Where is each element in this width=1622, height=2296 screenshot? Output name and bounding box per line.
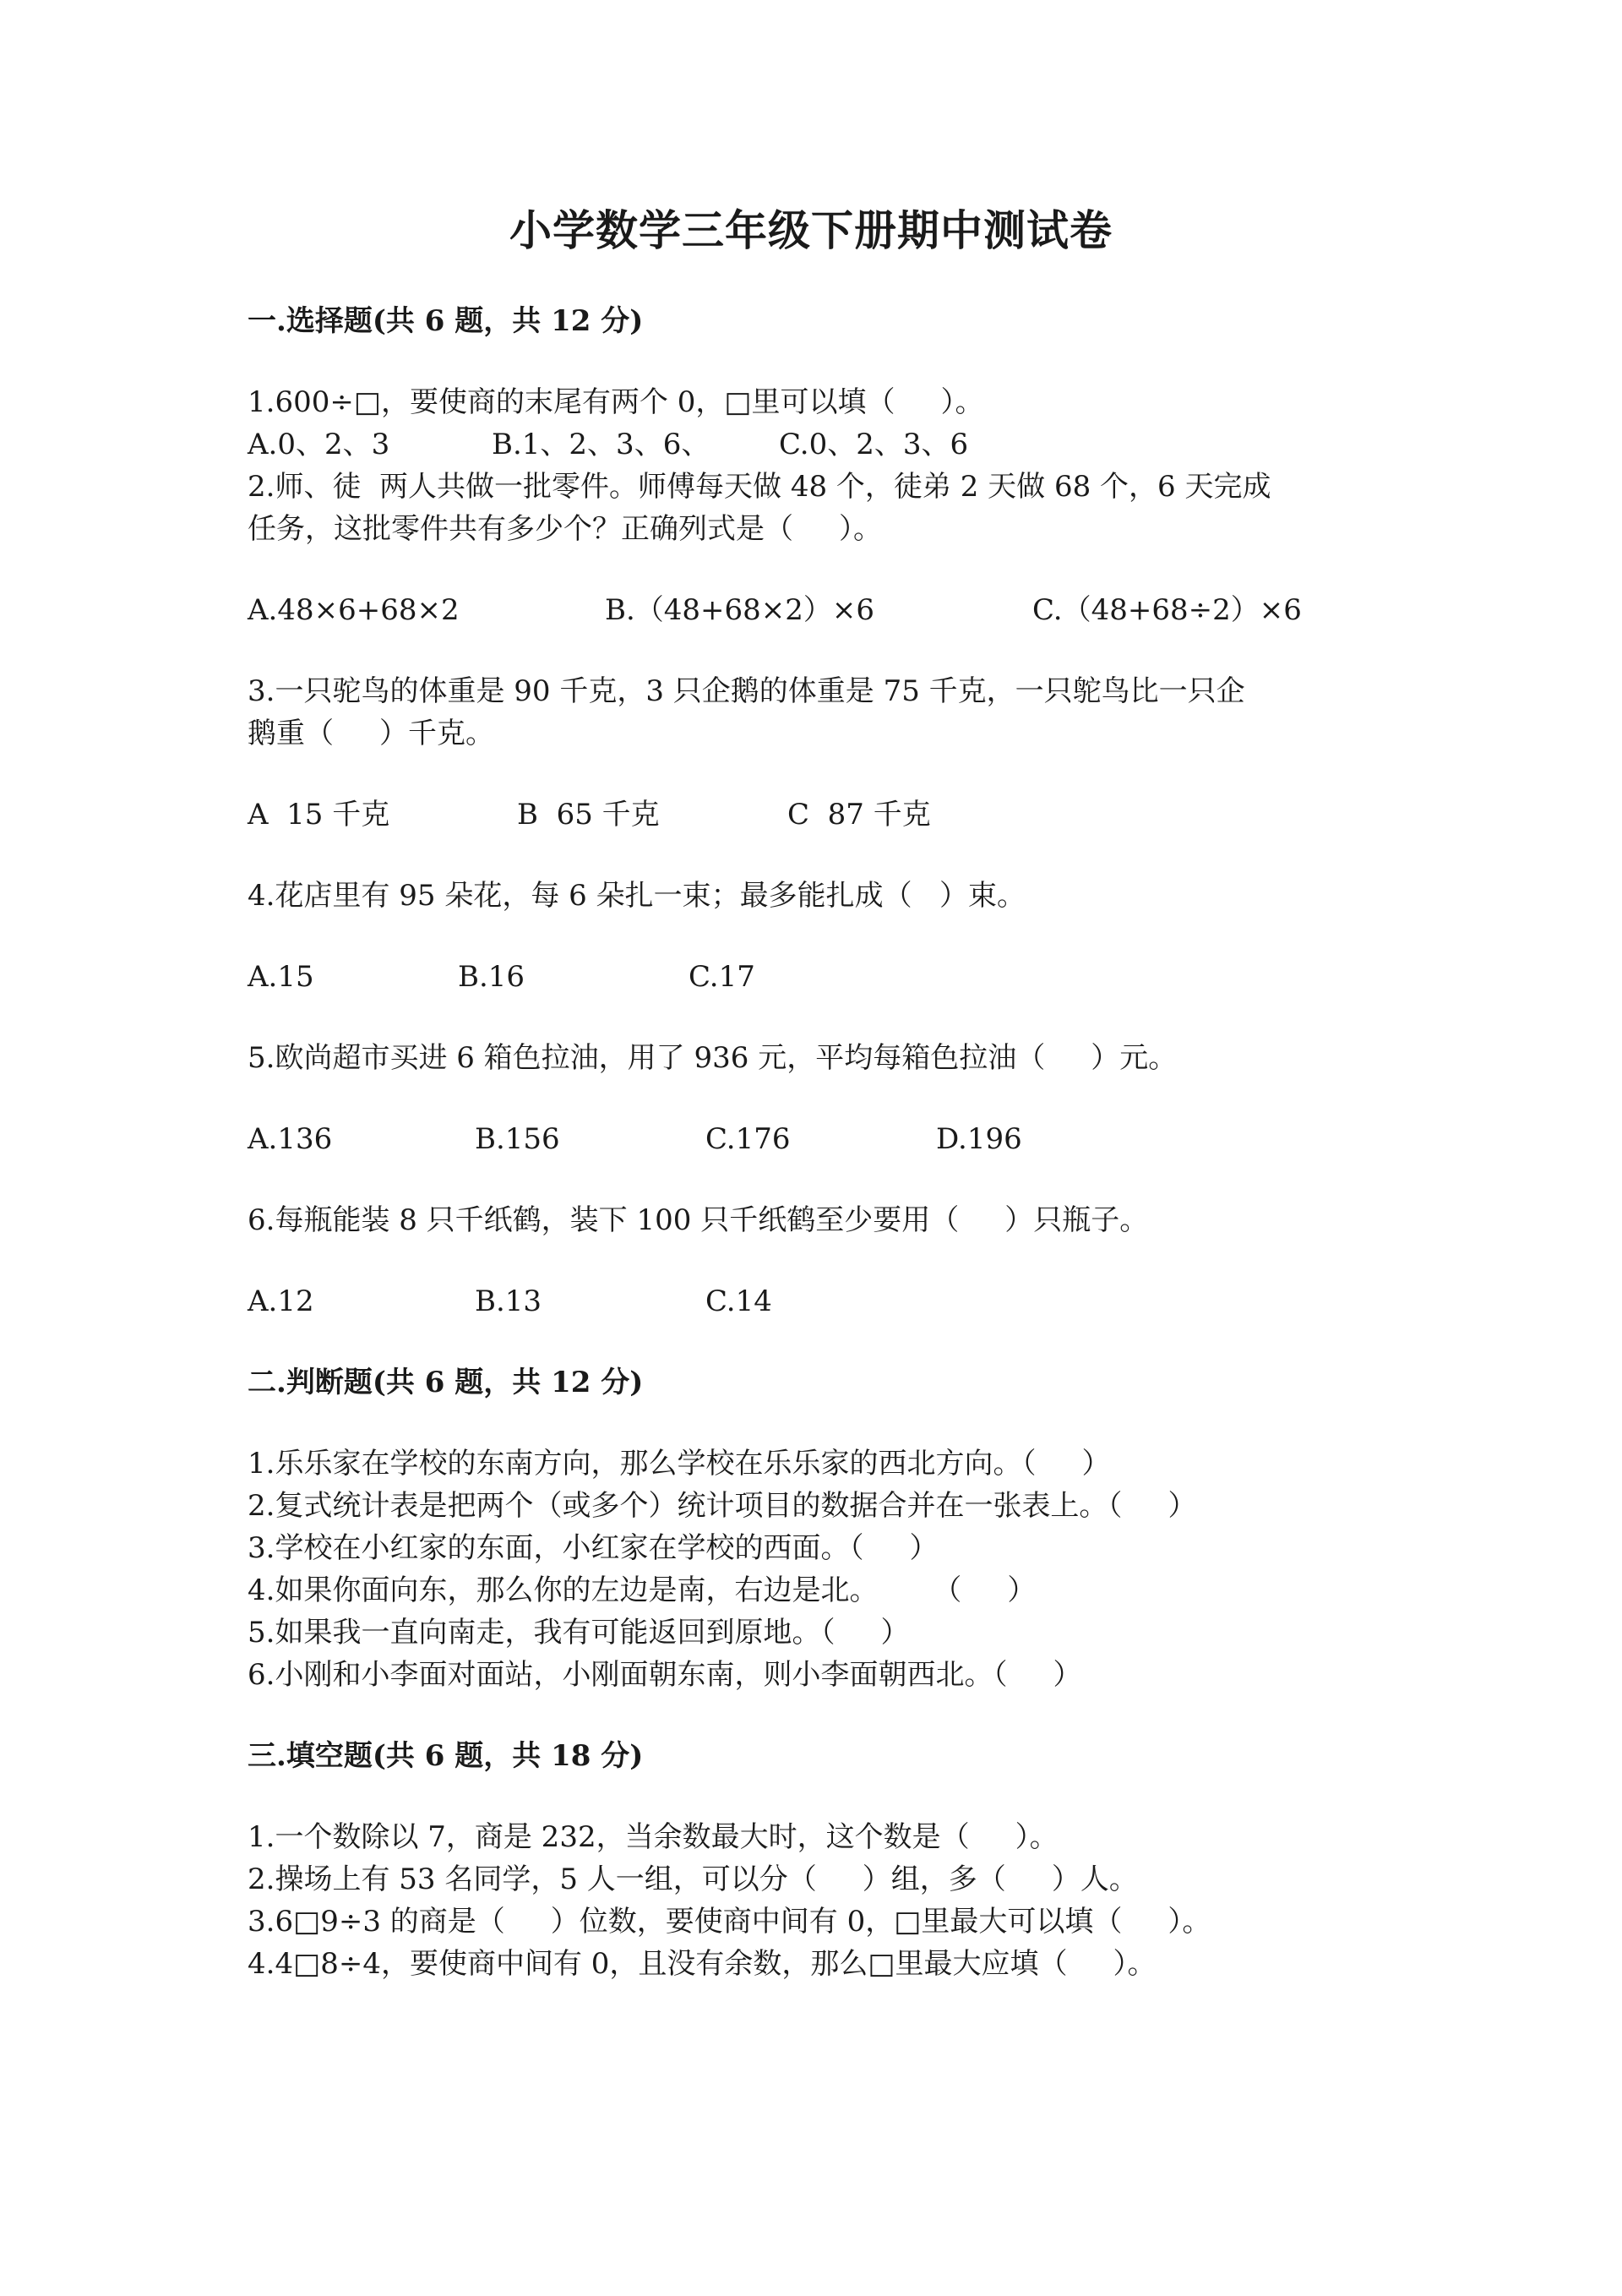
question-3-option-b: B 65 千克 xyxy=(517,798,660,832)
question-4-option-c: C.17 xyxy=(689,960,755,994)
judgement-item-5: 5.如果我一直向南走，我有可能返回到原地。（ ） xyxy=(248,1616,910,1650)
page-title: 小学数学三年级下册期中测试卷 xyxy=(509,205,1113,255)
judgement-item-2: 2.复式统计表是把两个（或多个）统计项目的数据合并在一张表上。（ ） xyxy=(248,1489,1197,1523)
question-3-option-c: C 87 千克 xyxy=(787,798,931,832)
judgement-item-3: 3.学校在小红家的东面，小红家在学校的西面。（ ） xyxy=(248,1531,939,1565)
question-5-option-b: B.156 xyxy=(475,1122,560,1156)
question-3-line-2: 鹅重（ ）千克。 xyxy=(248,717,495,750)
question-6-option-a: A.12 xyxy=(248,1284,314,1318)
question-1-option-c: C.0、2、3、6 xyxy=(779,428,969,461)
question-6-option-c: C.14 xyxy=(705,1284,772,1318)
question-3-line-1: 3.一只驼鸟的体重是 90 千克，3 只企鹅的体重是 75 千克，一只鸵鸟比一只企 xyxy=(248,674,1245,708)
question-5-option-a: A.136 xyxy=(248,1122,333,1156)
question-5-option-c: C.176 xyxy=(705,1122,791,1156)
question-2-line-1: 2.师、徒 两人共做一批零件。师傅每天做 48 个，徒弟 2 天做 68 个，6 天完成 xyxy=(248,470,1271,504)
fill-blank-item-4: 4.4□8÷4，要使商中间有 0，且没有余数，那么□里最大应填（ ）。 xyxy=(248,1947,1157,1981)
fill-blank-item-3: 3.6□9÷3 的商是（ ）位数，要使商中间有 0，□里最大可以填（ ）。 xyxy=(248,1905,1211,1939)
section-heading-judgement: 二.判断题(共 6 题，共 12 分) xyxy=(248,1366,644,1399)
question-5-text: 5.欧尚超市买进 6 箱色拉油，用了 936 元，平均每箱色拉油（ ）元。 xyxy=(248,1041,1178,1075)
question-3-option-a: A 15 千克 xyxy=(248,798,390,832)
question-6-option-b: B.13 xyxy=(475,1284,542,1318)
question-4-text: 4.花店里有 95 朵花，每 6 朵扎一束；最多能扎成（ ）束。 xyxy=(248,879,1026,913)
question-2-option-a: A.48×6+68×2 xyxy=(248,593,460,627)
judgement-item-4: 4.如果你面向东，那么你的左边是南，右边是北。 （ ） xyxy=(248,1573,1037,1607)
judgement-item-6: 6.小刚和小李面对面站，小刚面朝东南，则小李面朝西北。（ ） xyxy=(248,1658,1082,1692)
question-6-text: 6.每瓶能装 8 只千纸鹤，装下 100 只千纸鹤至少要用（ ）只瓶子。 xyxy=(248,1203,1149,1237)
question-2-line-2: 任务，这批零件共有多少个？正确列式是（ ）。 xyxy=(248,512,883,546)
fill-blank-item-2: 2.操场上有 53 名同学，5 人一组，可以分（ ）组，多（ ）人。 xyxy=(248,1862,1138,1896)
question-5-option-d: D.196 xyxy=(936,1122,1022,1156)
section-heading-choice: 一.选择题(共 6 题，共 12 分) xyxy=(248,304,644,338)
question-2-option-b: B.（48+68×2）×6 xyxy=(605,593,875,627)
question-4-option-a: A.15 xyxy=(248,960,314,994)
section-heading-fill-blank: 三.填空题(共 6 题，共 18 分) xyxy=(248,1739,644,1773)
question-2-option-c: C.（48+68÷2）×6 xyxy=(1032,593,1302,627)
question-4-option-b: B.16 xyxy=(458,960,525,994)
question-1-option-b: B.1、2、3、6、 xyxy=(492,428,710,461)
fill-blank-item-1: 1.一个数除以 7，商是 232，当余数最大时，这个数是（ ）。 xyxy=(248,1820,1059,1854)
judgement-item-1: 1.乐乐家在学校的东南方向，那么学校在乐乐家的西北方向。（ ） xyxy=(248,1447,1111,1481)
question-1-text: 1.600÷□，要使商的末尾有两个 0，□里可以填（ ）。 xyxy=(248,385,984,419)
question-1-option-a: A.0、2、3 xyxy=(248,428,390,461)
